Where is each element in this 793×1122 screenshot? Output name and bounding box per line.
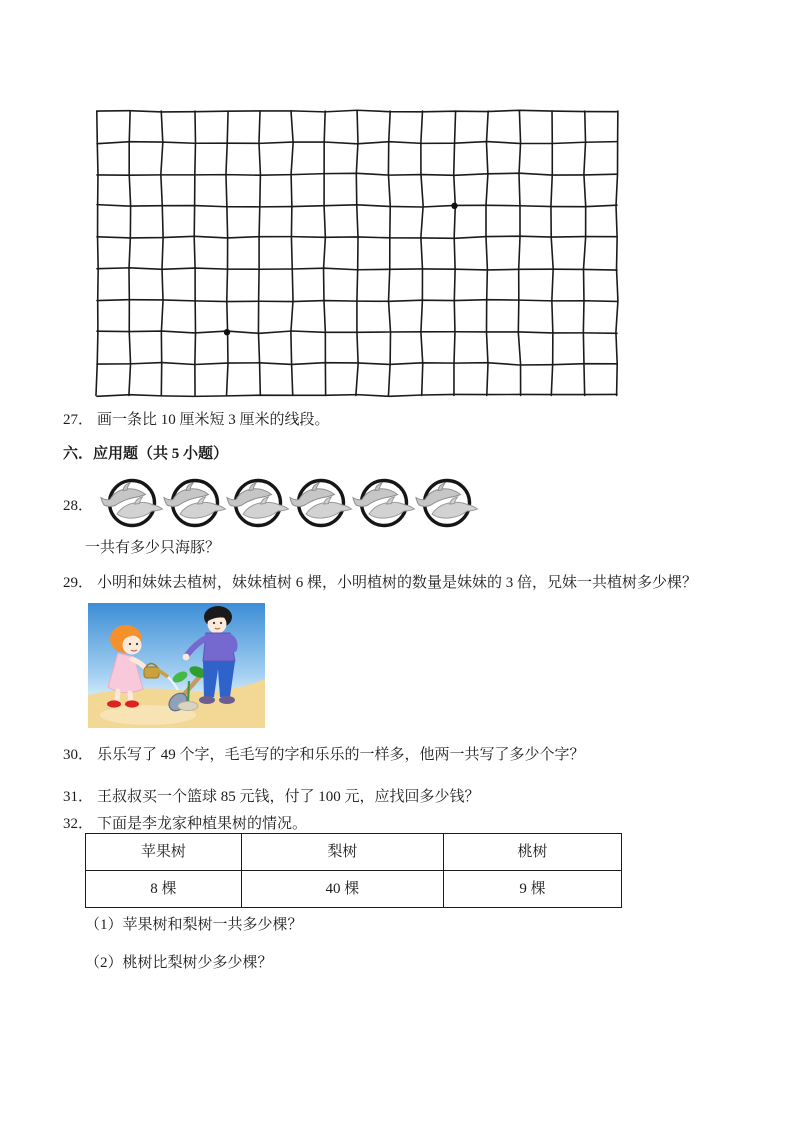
squared-grid-figure <box>93 107 621 399</box>
grid-line <box>194 111 195 395</box>
dolphin-circle-icon <box>416 477 478 531</box>
table-value-cell: 9 棵 <box>444 871 622 908</box>
grid-line <box>324 111 326 395</box>
question-30 <box>63 747 743 764</box>
question-text: 画一条比 10 厘米短 3 厘米的线段。 <box>97 412 330 428</box>
grid-line <box>97 142 617 144</box>
question-text: 王叔叔买一个篮球 85 元钱，付了 100 元，应找回多少钱？ <box>97 789 480 805</box>
grid-dot <box>451 203 457 209</box>
dolphin-circle-icon <box>101 477 163 531</box>
table-header-cell: 桃树 <box>444 834 622 871</box>
table-header-cell: 梨树 <box>241 834 443 871</box>
question-text: 下面是李龙家种植果树的情况。 <box>97 816 308 832</box>
table-value-row <box>86 871 622 908</box>
question-number: 30． <box>63 747 94 763</box>
tree-planting-illustration <box>88 603 265 728</box>
grid-line <box>97 363 617 365</box>
grid-line <box>97 394 617 396</box>
question-text: 小明和妹妹去植树，妹妹植树 6 棵，小明植树的数量是妹妹的 3 倍，兄妹一共植树多少棵？ <box>97 575 698 591</box>
question-32-sub1: （1）苹果树和梨树一共多少棵？ <box>85 917 303 933</box>
question-text: 乐乐写了 49 个字，毛毛写的字和乐乐的一样多，他两一共写了多少个字？ <box>97 747 585 763</box>
grid-line <box>161 111 163 395</box>
grid-line <box>97 236 617 238</box>
question-32 <box>63 816 743 833</box>
grid-line <box>454 111 456 395</box>
table-header-cell: 苹果树 <box>86 834 242 871</box>
grid-line <box>551 111 553 395</box>
question-number: 29． <box>63 575 94 591</box>
question-number: 32． <box>63 816 94 832</box>
table-header-row <box>86 834 622 871</box>
grid-line <box>616 111 618 395</box>
table-value-cell: 8 棵 <box>86 871 242 908</box>
question-number: 28． <box>63 498 94 514</box>
table-value-cell: 40 棵 <box>241 871 443 908</box>
grid-line <box>583 111 585 395</box>
dolphin-circle-icon <box>290 477 352 531</box>
grid-line <box>356 111 358 395</box>
question-31 <box>63 789 743 806</box>
grid-line <box>486 111 488 395</box>
grid-line <box>518 111 520 395</box>
grid-line <box>421 111 423 395</box>
question-28-prompt: 一共有多少只海豚？ <box>85 540 221 556</box>
grid-dot <box>224 329 230 335</box>
dolphin-circle-icon <box>353 477 415 531</box>
grid-line <box>129 111 131 395</box>
dolphin-circle-icon <box>227 477 289 531</box>
grid-line <box>226 111 228 395</box>
question-32-sub2: （2）桃树比梨树少多少棵？ <box>85 955 273 971</box>
dolphin-circle-icon <box>164 477 226 531</box>
dolphin-circles-image <box>101 477 478 531</box>
question-number: 31． <box>63 789 94 805</box>
question-27 <box>63 412 703 429</box>
grid-line <box>258 111 260 395</box>
grid-line <box>388 111 390 395</box>
question-number: 27． <box>63 412 94 428</box>
grid-line <box>96 111 98 395</box>
section-header: 六．应用题（共 5 小题） <box>63 446 229 462</box>
fruit-tree-table <box>85 833 622 908</box>
grid-line <box>291 111 293 395</box>
question-29 <box>63 575 743 592</box>
